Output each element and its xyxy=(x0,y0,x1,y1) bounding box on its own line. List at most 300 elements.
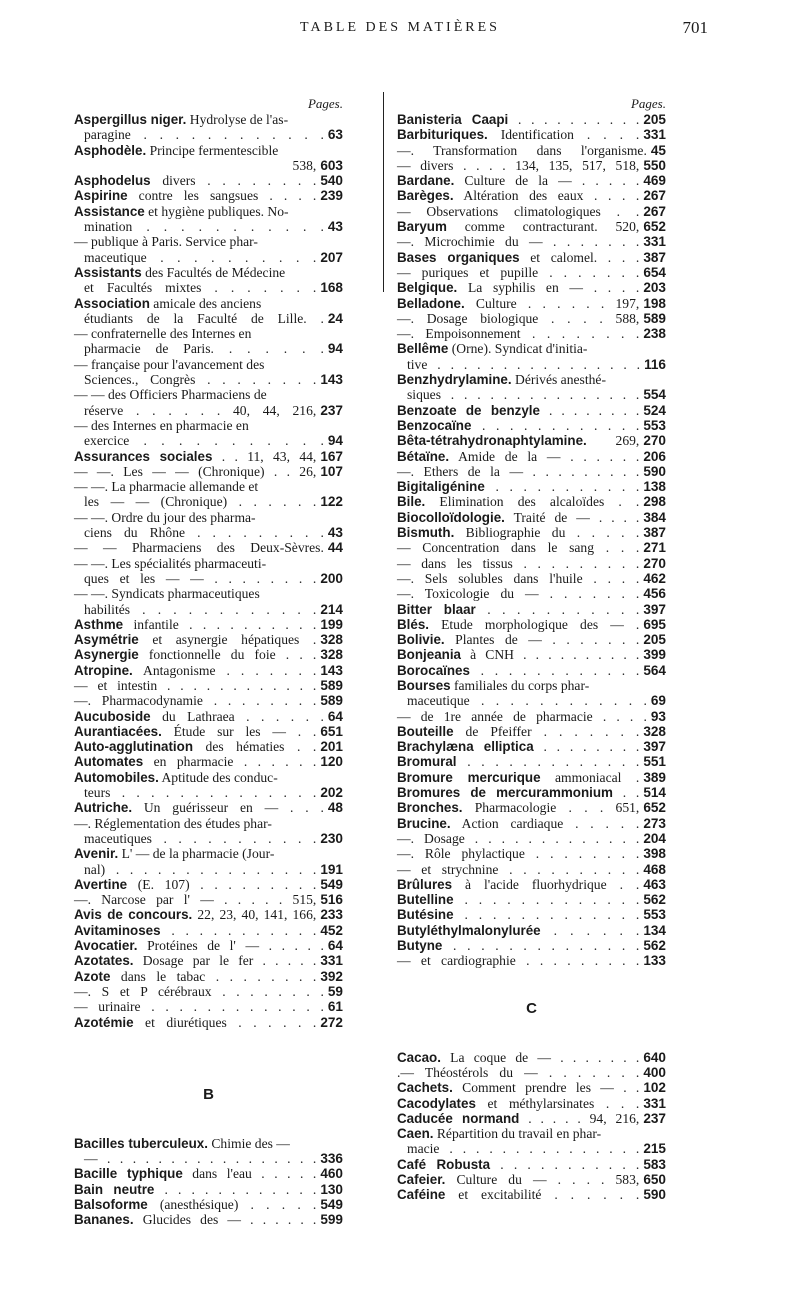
index-entry xyxy=(74,143,343,158)
entry-text: dans l'eau . . . . . xyxy=(182,1166,317,1182)
index-entry xyxy=(397,1141,666,1156)
index-entry xyxy=(74,877,343,892)
page-ref: 328 xyxy=(643,723,666,739)
page-ref: 120 xyxy=(320,754,343,770)
index-entry xyxy=(74,173,343,188)
entry-text: et diurétiques . . . . . . xyxy=(133,1014,317,1030)
entry-text: —. Dosage biologique . . . . 588, xyxy=(397,310,640,326)
index-entry xyxy=(397,280,666,295)
entry-text: La syphilis en — . . . . xyxy=(457,280,640,296)
entry-text: — des Internes en pharmacie en xyxy=(74,417,249,433)
entry-text: —. Empoisonnement . . . . . . . . xyxy=(397,326,640,342)
page-ref: 167 xyxy=(320,448,343,464)
index-entry xyxy=(397,938,666,953)
entry-text: Protéines de l' — . . . . . xyxy=(137,938,324,954)
index-entry xyxy=(74,969,343,984)
index-entry xyxy=(74,525,343,540)
index-entry xyxy=(74,1151,343,1166)
entry-text: 538, xyxy=(292,157,317,173)
page-ref: 468 xyxy=(643,861,666,877)
index-entry xyxy=(397,372,666,387)
page-ref: 201 xyxy=(320,739,343,755)
index-entry xyxy=(397,892,666,907)
page-ref: 205 xyxy=(643,112,666,127)
entry-text: Culture de la — . . . . . xyxy=(454,173,640,189)
entry-text: fonctionnelle du foie . . . xyxy=(138,647,317,663)
entry-text: — confraternelle des Internes en xyxy=(74,326,252,342)
page-ref: 59 xyxy=(327,983,343,999)
page-ref: 589 xyxy=(320,693,343,709)
entry-text: —. Dosage . . . . . . . . . . . . . xyxy=(397,830,640,846)
entry-text: L' — de la pharmacie (Jour- xyxy=(118,846,275,862)
page-ref: 134 xyxy=(643,922,666,938)
index-entry xyxy=(74,907,343,922)
index-column-left xyxy=(74,95,343,1228)
index-entry xyxy=(397,265,666,280)
page-ref: 271 xyxy=(643,540,666,556)
index-entry xyxy=(74,693,343,708)
entry-heading: Assistance xyxy=(74,203,145,219)
entry-heading: Azotates. xyxy=(74,953,134,969)
entry-text: —. Microchimie du — . . . . . . . xyxy=(397,234,640,250)
index-entry xyxy=(74,219,343,234)
entry-text: Altération des eaux . . . . xyxy=(453,188,640,204)
index-entry xyxy=(74,571,343,586)
entry-heading: Baryum xyxy=(397,219,447,235)
entry-heading: Butelline xyxy=(397,892,454,908)
entry-text: . . . . . . . . . . . xyxy=(160,922,317,938)
entry-heading: Cacao. xyxy=(397,1049,441,1065)
page-ref: 45 xyxy=(650,142,666,158)
index-entry xyxy=(74,204,343,219)
index-entry xyxy=(397,709,666,724)
index-entry xyxy=(397,724,666,739)
entry-heading: Avenir. xyxy=(74,846,119,862)
page-ref: 554 xyxy=(643,387,666,403)
entry-heading: Barèges. xyxy=(397,188,454,204)
entry-heading: Cachets. xyxy=(397,1080,453,1096)
page-ref: 214 xyxy=(320,601,343,617)
entry-text: et méthylarsinates . . . xyxy=(475,1095,640,1111)
entry-text: Étude sur les — . . xyxy=(161,723,317,739)
page-ref: 48 xyxy=(327,800,343,816)
page-ref: 599 xyxy=(320,1212,343,1228)
page-ref: 69 xyxy=(650,693,666,709)
entry-text: Elimination des alcaloïdes . . xyxy=(425,494,640,510)
page-ref: 463 xyxy=(643,876,666,892)
entry-text: ques et les — — . . . . . . . . xyxy=(84,570,317,586)
page-number: 701 xyxy=(682,18,708,37)
page-ref: 640 xyxy=(643,1049,666,1065)
index-entry xyxy=(74,785,343,800)
entry-text: — française pour l'avancement des xyxy=(74,356,265,372)
page-ref: 387 xyxy=(643,249,666,265)
pages-label: Pages. xyxy=(307,96,343,111)
index-entry xyxy=(74,250,343,265)
index-entry xyxy=(397,586,666,601)
entry-text: étudiants de la Faculté de Lille. . xyxy=(84,310,324,326)
entry-text: et Facultés mixtes . . . . . . . xyxy=(84,280,317,296)
index-entry xyxy=(397,311,666,326)
index-entry xyxy=(74,464,343,479)
page-ref: 553 xyxy=(643,417,666,433)
entry-heading: Brucine. xyxy=(397,815,451,831)
index-entry xyxy=(74,265,343,280)
entry-text: Dosage par le fer . . . . . xyxy=(133,953,317,969)
page-ref: 63 xyxy=(327,127,343,143)
entry-text: . . . . . . . . . . . xyxy=(490,1156,640,1172)
entry-heading: Automates xyxy=(74,754,144,770)
index-entry xyxy=(397,479,666,494)
entry-text: — et intestin . . . . . . . . . . . . xyxy=(74,677,317,693)
page-ref: 270 xyxy=(643,555,666,571)
entry-text: . . . . . . . . . . . xyxy=(475,601,640,617)
entry-heading: Caducée normand xyxy=(397,1110,520,1126)
index-entry xyxy=(397,647,666,662)
section-letter-b: B xyxy=(203,1085,214,1103)
entry-text: Aptitude des conduc- xyxy=(158,769,278,785)
page-ref: 514 xyxy=(643,785,666,801)
entry-heading: Cacodylates xyxy=(397,1095,476,1111)
entry-text: — de 1re année de pharmacie . . . . xyxy=(397,708,647,724)
page-ref: 652 xyxy=(643,219,666,235)
entry-text: tive . . . . . . . . . . . . . . . . xyxy=(407,356,641,372)
entry-text: Répartition du travail en phar- xyxy=(433,1126,602,1142)
index-entry xyxy=(397,770,666,785)
page-ref: 564 xyxy=(643,662,666,678)
entry-heading: Bêta-tétrahydronaphtylamine. xyxy=(397,433,587,449)
entry-text: (E. 107) . . . . . . . . . xyxy=(127,876,317,892)
entry-heading: Bromural xyxy=(397,754,457,770)
entry-text: . . . . . . . . . . . . xyxy=(469,662,640,678)
index-entry xyxy=(397,234,666,249)
index-entry xyxy=(397,464,666,479)
index-entry xyxy=(74,556,343,571)
page-ref: 204 xyxy=(643,830,666,846)
index-entry xyxy=(74,647,343,662)
entry-text: exercice . . . . . . . . . . . xyxy=(84,433,324,449)
entry-heading: Brachylæna elliptica xyxy=(397,739,534,755)
entry-text: les — — (Chronique) . . . . . . xyxy=(84,494,317,510)
entry-text: Principe fermentescible xyxy=(146,142,279,158)
entry-text: Chimie des — xyxy=(207,1135,290,1151)
index-entry xyxy=(397,219,666,234)
entry-heading: Bétaïne. xyxy=(397,448,450,464)
index-entry xyxy=(397,143,666,158)
page-ref: 233 xyxy=(320,907,343,923)
entry-heading: Bananes. xyxy=(74,1212,134,1228)
entries-b-cont xyxy=(397,112,666,969)
entry-heading: Azote xyxy=(74,968,111,984)
entry-text: dans le tabac . . . . . . . . xyxy=(110,968,317,984)
entries-b xyxy=(74,1136,343,1228)
page-ref: 168 xyxy=(320,280,343,296)
index-entry xyxy=(397,923,666,938)
index-entry xyxy=(74,494,343,509)
entry-text: — Concentration dans le sang . . . xyxy=(397,540,640,556)
page-ref: 272 xyxy=(320,1014,343,1030)
entries-a xyxy=(74,112,343,1030)
page-ref: 238 xyxy=(643,326,666,342)
entry-text: Un guérisseur en — . . . xyxy=(132,800,324,816)
entry-heading: Aspergillus niger. xyxy=(74,112,187,127)
entry-text: Identification . . . . xyxy=(487,127,640,143)
page-ref: 516 xyxy=(320,892,343,908)
page-ref: 549 xyxy=(320,876,343,892)
index-entry xyxy=(74,617,343,632)
entry-text: — et cardiographie . . . . . . . . . xyxy=(397,953,640,969)
entry-text: —. Toxicologie du — . . . . . . . xyxy=(397,586,640,602)
entry-heading: Avertine xyxy=(74,876,128,892)
index-entry xyxy=(397,204,666,219)
entry-text: réserve . . . . . . 40, 44, 216, xyxy=(84,402,317,418)
entry-text: — — des Officiers Pharmaciens de xyxy=(74,387,267,403)
entry-text: paragine . . . . . . . . . . . . xyxy=(84,127,324,143)
page-ref: 562 xyxy=(643,892,666,908)
entry-text: et calomel. . . . xyxy=(519,249,640,265)
index-entry xyxy=(397,1187,666,1202)
index-entry xyxy=(397,632,666,647)
page-ref: 551 xyxy=(643,754,666,770)
page-ref: 215 xyxy=(643,1141,666,1157)
index-entry xyxy=(397,556,666,571)
index-entry xyxy=(74,923,343,938)
index-entry xyxy=(74,678,343,693)
entry-heading: Bromures de mercurammonium xyxy=(397,785,613,801)
page-ref: 143 xyxy=(320,372,343,388)
index-entry xyxy=(397,296,666,311)
entry-text: — —. Ordre du jour des pharma- xyxy=(74,509,256,525)
index-entry xyxy=(397,387,666,402)
entry-text: maceutiques . . . . . . . . . . . xyxy=(84,830,317,846)
entry-heading: Brûlures xyxy=(397,876,453,892)
index-entry xyxy=(397,1111,666,1126)
entry-text: pharmacie de Paris. . . . . . . xyxy=(84,341,324,357)
index-entry xyxy=(397,816,666,831)
index-entry xyxy=(74,311,343,326)
index-entry xyxy=(74,127,343,142)
entry-text: divers . . . . . . . . xyxy=(150,173,317,189)
index-entry xyxy=(397,754,666,769)
entry-text: —. Sels solubles dans l'huile . . . . xyxy=(397,570,640,586)
entry-heading: Benzoate de benzyle xyxy=(397,402,540,418)
entry-text: mination . . . . . . . . . . . xyxy=(84,219,324,235)
entry-text: Pharmacologie . . . 651, xyxy=(462,800,640,816)
page-ref: 199 xyxy=(320,616,343,632)
entry-heading: Cafeier. xyxy=(397,1172,446,1187)
entry-heading: Benzhydrylamine. xyxy=(397,372,512,388)
entry-text: . . . . . . xyxy=(540,922,640,938)
page-ref: 270 xyxy=(643,433,666,449)
index-entry xyxy=(397,678,666,693)
page-ref: 328 xyxy=(320,647,343,663)
running-head: TABLE DES MATIÈRES xyxy=(300,20,500,35)
entry-text: . . . . . . . . xyxy=(533,739,640,755)
entry-heading: Autriche. xyxy=(74,800,133,816)
entry-text: du Lathraea . . . . . . xyxy=(150,708,324,724)
entry-heading: Bain neutre xyxy=(74,1181,155,1197)
page-header xyxy=(0,18,800,42)
entry-heading: Bolivie. xyxy=(397,632,445,648)
entry-text: . . . . . . . . . . . xyxy=(484,479,640,495)
index-entry xyxy=(397,571,666,586)
entry-text: Sciences., Congrès . . . . . . . . xyxy=(84,372,317,388)
entry-heading: Bases organiques xyxy=(397,249,520,265)
entry-text: — — Pharmaciens des Deux-Sèvres. xyxy=(74,540,324,556)
entry-text: . . . . . . . . . . . . . xyxy=(456,754,640,770)
index-entry xyxy=(74,1015,343,1030)
page-ref: 589 xyxy=(643,310,666,326)
index-entry xyxy=(397,785,666,800)
entry-text: . . . . . . . . . . . . xyxy=(154,1181,317,1197)
index-entry xyxy=(74,846,343,861)
index-entry xyxy=(397,173,666,188)
entry-text: . . . . . . . . . . . . xyxy=(471,417,640,433)
entry-text: . . xyxy=(612,785,640,801)
entry-text: . . . . . . . . . . . . . xyxy=(453,907,640,923)
entry-text: familiales du corps phar- xyxy=(450,677,590,693)
index-entry xyxy=(397,800,666,815)
entry-text: — urinaire . . . . . . . . . . . . . xyxy=(74,999,324,1015)
entry-text: . . . . . . . . xyxy=(539,402,640,418)
index-entry xyxy=(74,296,343,311)
index-entry xyxy=(74,234,343,249)
page-ref: 331 xyxy=(643,127,666,143)
entry-heading: Benzocaïne xyxy=(397,417,472,433)
index-entry xyxy=(397,831,666,846)
index-entry xyxy=(74,326,343,341)
index-entry xyxy=(397,112,666,127)
section-letter-c: C xyxy=(526,999,537,1017)
entry-text: maceutique . . . . . . . . . . . . xyxy=(407,693,647,709)
page-ref: 239 xyxy=(320,188,343,204)
entry-text: habilités . . . . . . . . . . . . xyxy=(84,601,317,617)
page-ref: 562 xyxy=(643,938,666,954)
index-entry xyxy=(397,127,666,142)
index-entry xyxy=(74,418,343,433)
page-ref: 116 xyxy=(644,356,666,372)
page-ref: 589 xyxy=(320,677,343,693)
page-ref: 524 xyxy=(643,402,666,418)
page-ref: 549 xyxy=(320,1197,343,1212)
page-ref: 237 xyxy=(320,402,343,418)
entry-heading: Caféine xyxy=(397,1187,446,1203)
entry-heading: Assistants xyxy=(74,264,142,280)
page-ref: 695 xyxy=(643,616,666,632)
entry-text: comme contracturant. 520, xyxy=(446,219,640,235)
page-ref: 200 xyxy=(320,570,343,586)
page-ref: 650 xyxy=(643,1172,666,1187)
index-entry xyxy=(397,525,666,540)
entry-heading: Atropine. xyxy=(74,662,133,678)
page-ref: 387 xyxy=(643,525,666,541)
entry-text: Culture . . . . . . 197, xyxy=(464,295,640,311)
index-entry xyxy=(397,739,666,754)
entry-heading: Bronches. xyxy=(397,800,463,816)
page-ref: 122 xyxy=(320,494,343,510)
page-ref: 331 xyxy=(320,953,343,969)
page-ref: 654 xyxy=(643,264,666,280)
pages-label: Pages. xyxy=(630,96,666,111)
page-ref: 460 xyxy=(320,1166,343,1182)
entry-heading: Belladone. xyxy=(397,295,465,311)
entry-text: Dérivés anesthé- xyxy=(511,372,606,388)
entry-text: —. Pharmacodynamie . . . . . . . . xyxy=(74,693,317,709)
entry-heading: Association xyxy=(74,295,150,311)
index-entry xyxy=(397,1126,666,1141)
index-entry xyxy=(397,250,666,265)
entry-text: Culture du — . . . . 583, xyxy=(445,1172,640,1187)
index-entry xyxy=(74,1182,343,1197)
entry-heading: Asphodèle. xyxy=(74,142,147,158)
page-ref: 138 xyxy=(643,479,666,495)
index-entry xyxy=(74,1166,343,1181)
page-ref: 392 xyxy=(320,968,343,984)
entry-heading: Banisteria Caapi xyxy=(397,112,509,127)
entry-text: —. S et P cérébraux . . . . . . . . xyxy=(74,983,324,999)
entry-heading: Belgique. xyxy=(397,280,458,296)
entry-heading: Bourses xyxy=(397,677,451,693)
index-entry xyxy=(74,357,343,372)
index-entry xyxy=(397,1080,666,1095)
entry-heading: Bellême xyxy=(397,341,449,357)
entry-heading: Aurantiacées. xyxy=(74,723,162,739)
entry-text: macie . . . . . . . . . . . . . . . xyxy=(407,1141,640,1157)
entry-text: en pharmacie . . . . . . xyxy=(143,754,317,770)
index-entry xyxy=(397,846,666,861)
page-ref: 267 xyxy=(643,203,666,219)
entry-heading: Caen. xyxy=(397,1126,434,1142)
index-entry xyxy=(74,372,343,387)
entry-text: — —. La pharmacie allemande et xyxy=(74,479,259,495)
entry-text: (anesthésique) . . . . . xyxy=(147,1197,317,1212)
index-entry xyxy=(397,1172,666,1187)
index-entry xyxy=(74,800,343,815)
entry-text: 22, 23, 40, 141, 166, xyxy=(192,907,317,923)
index-entry xyxy=(397,1096,666,1111)
index-entry xyxy=(74,280,343,295)
entry-heading: Bismuth. xyxy=(397,525,455,541)
page-ref: 384 xyxy=(643,509,666,525)
index-entry xyxy=(74,984,343,999)
page-ref: 603 xyxy=(320,157,343,173)
index-entry xyxy=(74,387,343,402)
entry-heading: Blés. xyxy=(397,616,430,632)
entry-heading: Butésine xyxy=(397,907,454,923)
entry-text: — —. Syndicats pharmaceutiques xyxy=(74,586,260,602)
index-entry xyxy=(74,479,343,494)
index-entry xyxy=(74,754,343,769)
entry-text: de Pfeiffer . . . . . . . xyxy=(453,723,640,739)
index-entry xyxy=(74,449,343,464)
entry-heading: Azotémie xyxy=(74,1014,134,1030)
page-ref: 64 xyxy=(327,938,343,954)
index-entry xyxy=(74,953,343,968)
entry-text: . . . . . . . . . . . . . . xyxy=(442,938,640,954)
index-entry xyxy=(74,433,343,448)
entry-text: — et strychnine . . . . . . . . . . xyxy=(397,861,640,877)
entry-heading: Barbituriques. xyxy=(397,127,488,143)
page-ref: 94 xyxy=(327,433,343,449)
entry-text: — —. Les — — (Chronique) . . 26, xyxy=(74,463,317,479)
entry-heading: Bouteille xyxy=(397,723,454,739)
page-ref: 203 xyxy=(643,280,666,296)
entry-heading: Balsoforme xyxy=(74,1197,148,1212)
page-ref: 205 xyxy=(643,632,666,648)
entry-text: .— Théostérols du — . . . . . . . xyxy=(397,1064,640,1080)
page-ref: 267 xyxy=(643,188,666,204)
entry-heading: Borocaïnes xyxy=(397,662,470,678)
